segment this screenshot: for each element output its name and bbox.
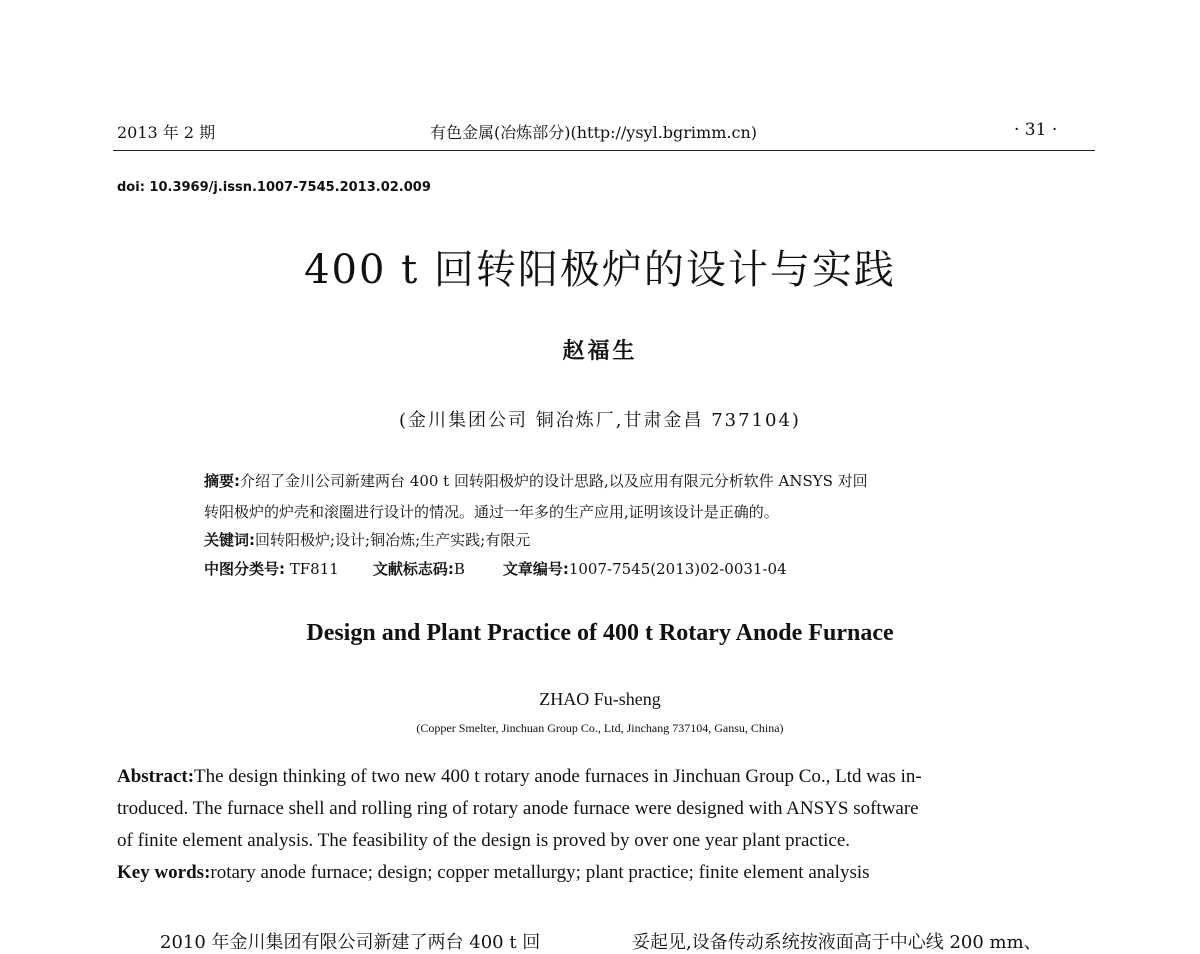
article-no-value: 1007-7545(2013)02-0031-04	[568, 560, 787, 578]
clc-value: TF811	[285, 560, 339, 578]
article-no-label: 文章编号:	[502, 560, 569, 578]
abstract-en-line1	[117, 766, 922, 788]
abstract-en-text1: The design thinking of two new 400 t rotary anode furnaces in Jinchuan Group Co., Ltd was in-	[194, 766, 922, 787]
abstract-cn-label: 摘要:	[204, 472, 240, 490]
abstract-en-line3: of finite element analysis. The feasibility of the design is proved by over one year plant practice.	[117, 830, 851, 851]
keywords-cn-label: 关键词:	[204, 531, 255, 549]
keywords-en-label: Key words:	[117, 862, 211, 883]
title-en: Design and Plant Practice of 400 t Rotary Anode Furnace	[306, 620, 894, 646]
author-en: ZHAO Fu-sheng	[539, 689, 661, 709]
issue-label: 2013 年 2 期	[117, 123, 216, 142]
page-number: · 31 ·	[1014, 120, 1058, 140]
abstract-en-line2: troduced. The furnace shell and rolling ring of rotary anode furnace were designed with ANSYS software	[117, 798, 919, 819]
body-left-column: 2010 年金川集团有限公司新建了两台 400 t 回	[160, 932, 541, 953]
title-cn: 400 t 回转阳极炉的设计与实践	[304, 247, 896, 293]
doc-code-value: B	[453, 560, 465, 578]
abstract-cn-line1	[204, 470, 868, 491]
keywords-cn-text: 回转阳极炉;设计;铜冶炼;生产实践;有限元	[255, 531, 531, 549]
doi: doi: 10.3969/j.issn.1007-7545.2013.02.009	[117, 180, 431, 195]
journal-name: 有色金属(冶炼部分)(http://ysyl.bgrimm.cn)	[430, 123, 757, 142]
author-cn: 赵福生	[562, 338, 638, 364]
clc-label: 中图分类号:	[204, 560, 285, 578]
doc-code-label: 文献标志码:	[372, 560, 454, 578]
abstract-cn-line2: 转阳极炉的炉壳和滚圈进行设计的情况。通过一年多的生产应用,证明该设计是正确的。	[204, 503, 779, 521]
affiliation-cn: (金川集团公司 铜冶炼厂,甘肃金昌 737104)	[399, 410, 801, 431]
keywords-en-text: rotary anode furnace; design; copper metallurgy; plant practice; finite element analysis	[210, 862, 870, 883]
body-right-column: 妥起见,设备传动系统按液面高于中心线 200 mm、	[632, 932, 1042, 953]
keywords-en	[117, 862, 870, 884]
abstract-en-label: Abstract:	[117, 766, 195, 787]
header-rule	[113, 150, 1095, 151]
classification-line	[204, 558, 787, 579]
abstract-cn-text1: 介绍了金川公司新建两台 400 t 回转阳极炉的设计思路,以及应用有限元分析软件 ANSYS 对回	[240, 472, 868, 490]
keywords-cn	[204, 529, 530, 550]
affiliation-en: (Copper Smelter, Jinchuan Group Co., Ltd, Jinchang 737104, Gansu, China)	[416, 721, 784, 735]
